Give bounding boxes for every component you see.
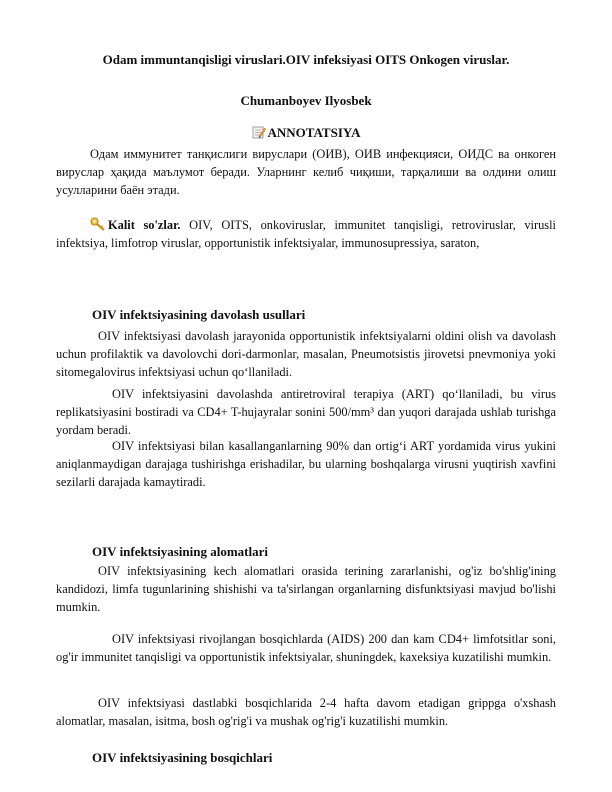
section-heading-stages: OIV infektsiyasining bosqichlari [92, 750, 273, 765]
annotation-heading: ANNOTATSIYA [267, 125, 361, 140]
keywords-text: OIV, OITS, onkoviruslar, immunitet tanqisligi, retroviruslar, virusli infektsiya, limfotrop viruslar, opportunistik infektsiyalar, immunosupressiya, saraton, [56, 218, 556, 250]
symptoms-paragraph-3 [56, 694, 556, 730]
keywords-paragraph [56, 216, 556, 252]
treatment-paragraph-2 [56, 385, 556, 439]
keywords-label: Kalit so'zlar. [108, 218, 181, 232]
treatment-paragraph-3 [56, 437, 556, 491]
section-heading-treatment: OIV infektsiyasining davolash usullari [92, 307, 306, 322]
annotation-paragraph [56, 145, 556, 199]
key-icon [90, 217, 106, 231]
annotation-heading-row [0, 125, 612, 141]
treatment-paragraph-1 [56, 327, 556, 381]
section-heading-symptoms: OIV infektsiyasining alomatlari [92, 544, 269, 559]
annotation-text: Одам иммунитет танқислиги вируслари (ОИВ), ОИВ инфекцияси, ОИДС ва онкоген вируслар ҳақида маълумот беради. Уларнинг келиб чиқиши, тарқалиши ва олдини олиш усулларини баён этади. [56, 147, 556, 197]
document-title: Odam immuntanqisligi viruslari.OIV infeksiyasi OITS Onkogen viruslar. [102, 52, 510, 67]
treatment-paragraph-3-text: OIV infektsiyasi bilan kasallanganlarning 90% dan ortig‘i ART yordamida virus yukini aniqlanmaydigan darajaga tushirishga erishadilar, bu ularning boshqalarga virusni yuqtirish xavfini sezilarli darajada kamaytiradi. [56, 439, 556, 489]
symptoms-paragraph-1 [56, 562, 556, 616]
author-name: Chumanboyev Ilyosbek [240, 93, 372, 108]
symptoms-paragraph-2 [56, 630, 556, 666]
symptoms-paragraph-2-text: OIV infektsiyasi rivojlangan bosqichlarda (AIDS) 200 dan kam CD4+ limfotsitlar soni, og'ir immunitet tanqisligi va opportunistik infektsiyalar, shuningdek, kaxeksiya kuzatilishi mumkin. [56, 632, 556, 664]
symptoms-paragraph-3-text: OIV infektsiyasi dastlabki bosqichlarida 2-4 hafta davom etadigan grippga o'xshash alomatlar, masalan, isitma, bosh og'rig'i va mushak og'rig'i kuzatilishi mumkin. [56, 696, 556, 728]
treatment-paragraph-2-text: OIV infektsiyasini davolashda antiretroviral terapiya (ART) qo‘llaniladi, bu virus replikatsiyasini bostiradi va CD4+ T-hujayralar sonini 500/mm³ dan yuqori darajada ushlab turishga yordam beradi. [56, 387, 556, 437]
memo-icon [252, 125, 266, 139]
treatment-paragraph-1-text: OIV infektsiyasi davolash jarayonida opportunistik infektsiyalarni oldini olish va davolash uchun profilaktik va davolovchi dori-darmonlar, masalan, Pneumotsistis jirovetsi pnevmoniya yoki sitomegalovirus infektsiyasi uchun qo‘llaniladi. [56, 329, 556, 379]
symptoms-paragraph-1-text: OIV infektsiyasining kech alomatlari orasida terining zararlanishi, og'iz bo'shlig'ining kandidozi, limfa tugunlarining shishishi va ta'sirlangan organlarning disfunktsiyasi mavjud bo'lishi mumkin. [56, 564, 556, 614]
